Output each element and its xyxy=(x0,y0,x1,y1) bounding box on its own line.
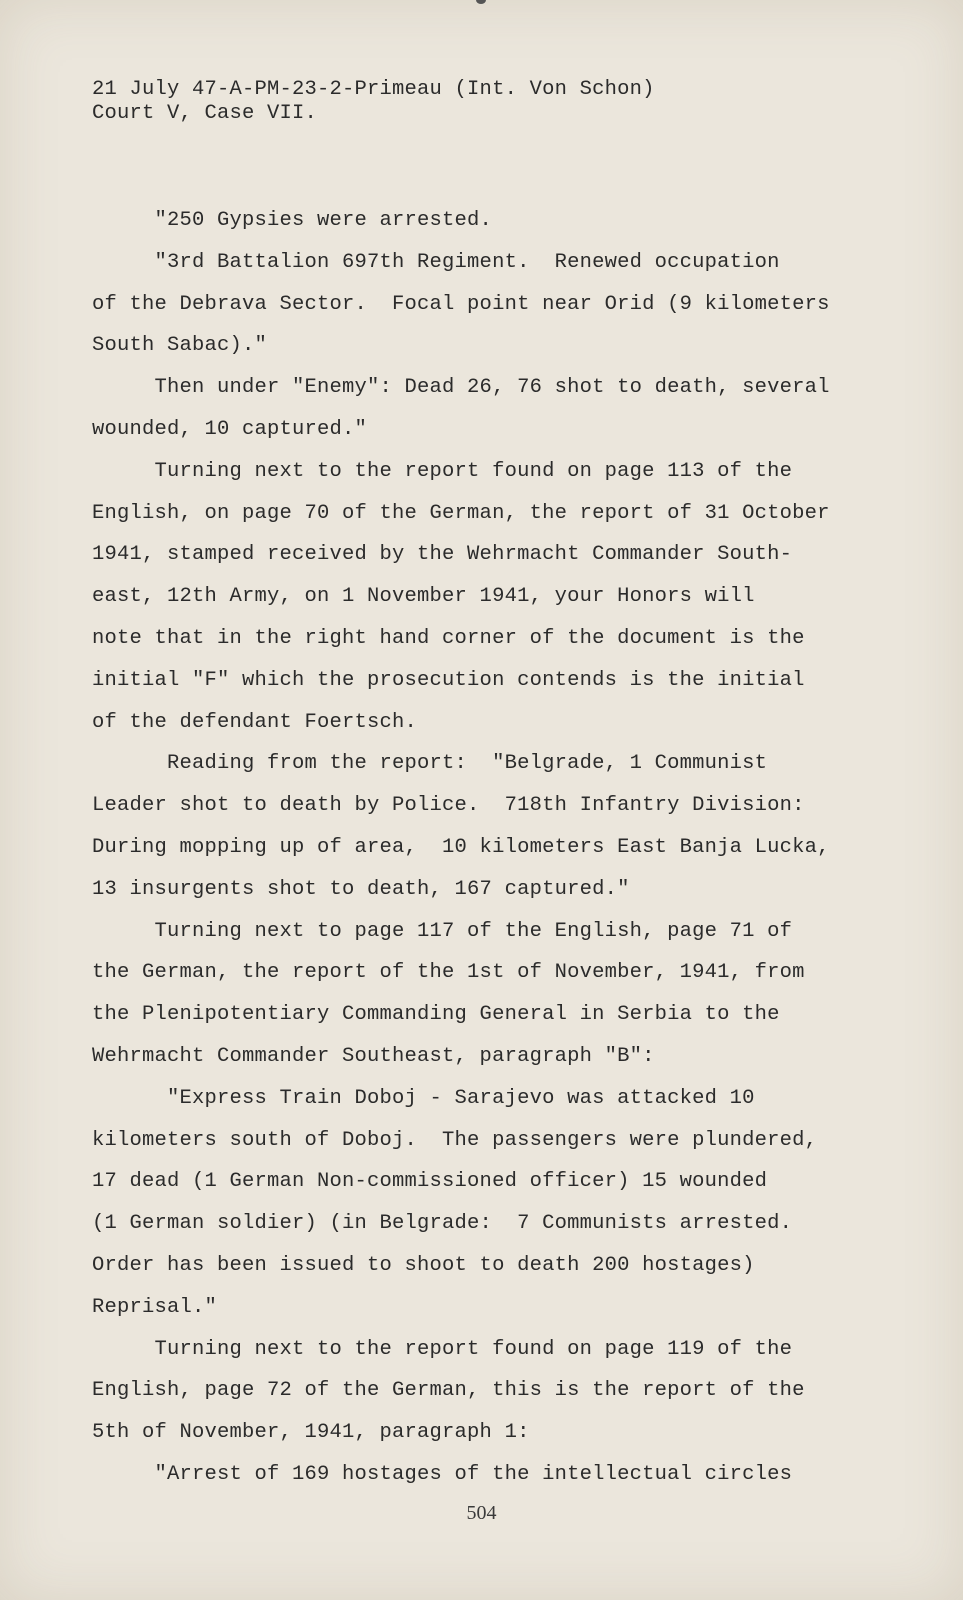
text-line: Turning next to page 117 of the English, page 71 of xyxy=(92,919,793,943)
text-line: During mopping up of area, 10 kilometers East Banja Lucka, xyxy=(92,835,830,859)
text-line: initial "F" which the prosecution contends is the initial xyxy=(92,668,805,692)
text-line: note that in the right hand corner of the document is the xyxy=(92,626,805,650)
document-header xyxy=(92,78,655,126)
text-line: the Plenipotentiary Commanding General in Serbia to the xyxy=(92,1003,780,1027)
text-line: east, 12th Army, on 1 November 1941, your Honors will xyxy=(92,585,755,609)
text-line: the German, the report of the 1st of November, 1941, from xyxy=(92,961,805,985)
text-line: English, on page 70 of the German, the report of 31 October xyxy=(92,501,830,525)
page-number: 504 xyxy=(466,1502,497,1524)
text-line: 1941, stamped received by the Wehrmacht Commander South- xyxy=(92,543,793,567)
document-body xyxy=(92,200,852,1496)
header-line-1: 21 July 47-A-PM-23-2-Primeau (Int. Von Schon) xyxy=(92,78,655,101)
text-line: "Express Train Doboj - Sarajevo was attacked 10 xyxy=(92,1086,755,1110)
text-line: Order has been issued to shoot to death 200 hostages) xyxy=(92,1253,755,1277)
punch-hole-mark xyxy=(476,0,486,4)
text-line: of the Debrava Sector. Focal point near Orid (9 kilometers xyxy=(92,292,830,316)
text-line: (1 German soldier) (in Belgrade: 7 Communists arrested. xyxy=(92,1212,793,1236)
text-line: Leader shot to death by Police. 718th Infantry Division: xyxy=(92,794,805,818)
text-line: Turning next to the report found on page 113 of the xyxy=(92,459,793,483)
text-line: 5th of November, 1941, paragraph 1: xyxy=(92,1421,530,1445)
text-line: "250 Gypsies were arrested. xyxy=(92,209,493,232)
text-line: kilometers south of Doboj. The passengers were plundered, xyxy=(92,1128,818,1152)
text-line: South Sabac)." xyxy=(92,334,268,358)
text-line: 17 dead (1 German Non-commissioned officer) 15 wounded xyxy=(92,1170,768,1194)
text-line: "3rd Battalion 697th Regiment. Renewed occupation xyxy=(92,250,780,274)
text-line: English, page 72 of the German, this is the report of the xyxy=(92,1379,805,1403)
text-line: Wehrmacht Commander Southeast, paragraph "B": xyxy=(92,1044,655,1068)
text-line: Then under "Enemy": Dead 26, 76 shot to death, several xyxy=(92,376,830,400)
text-line: Reprisal." xyxy=(92,1295,218,1319)
text-line: Turning next to the report found on page 119 of the xyxy=(92,1337,793,1361)
text-line: "Arrest of 169 hostages of the intellectual circles xyxy=(92,1462,793,1486)
text-line: Reading from the report: "Belgrade, 1 Communist xyxy=(92,752,768,776)
header-line-2: Court V, Case VII. xyxy=(92,102,318,125)
text-line: wounded, 10 captured." xyxy=(92,417,368,441)
text-line: of the defendant Foertsch. xyxy=(92,710,418,734)
text-line: 13 insurgents shot to death, 167 captured." xyxy=(92,877,630,901)
